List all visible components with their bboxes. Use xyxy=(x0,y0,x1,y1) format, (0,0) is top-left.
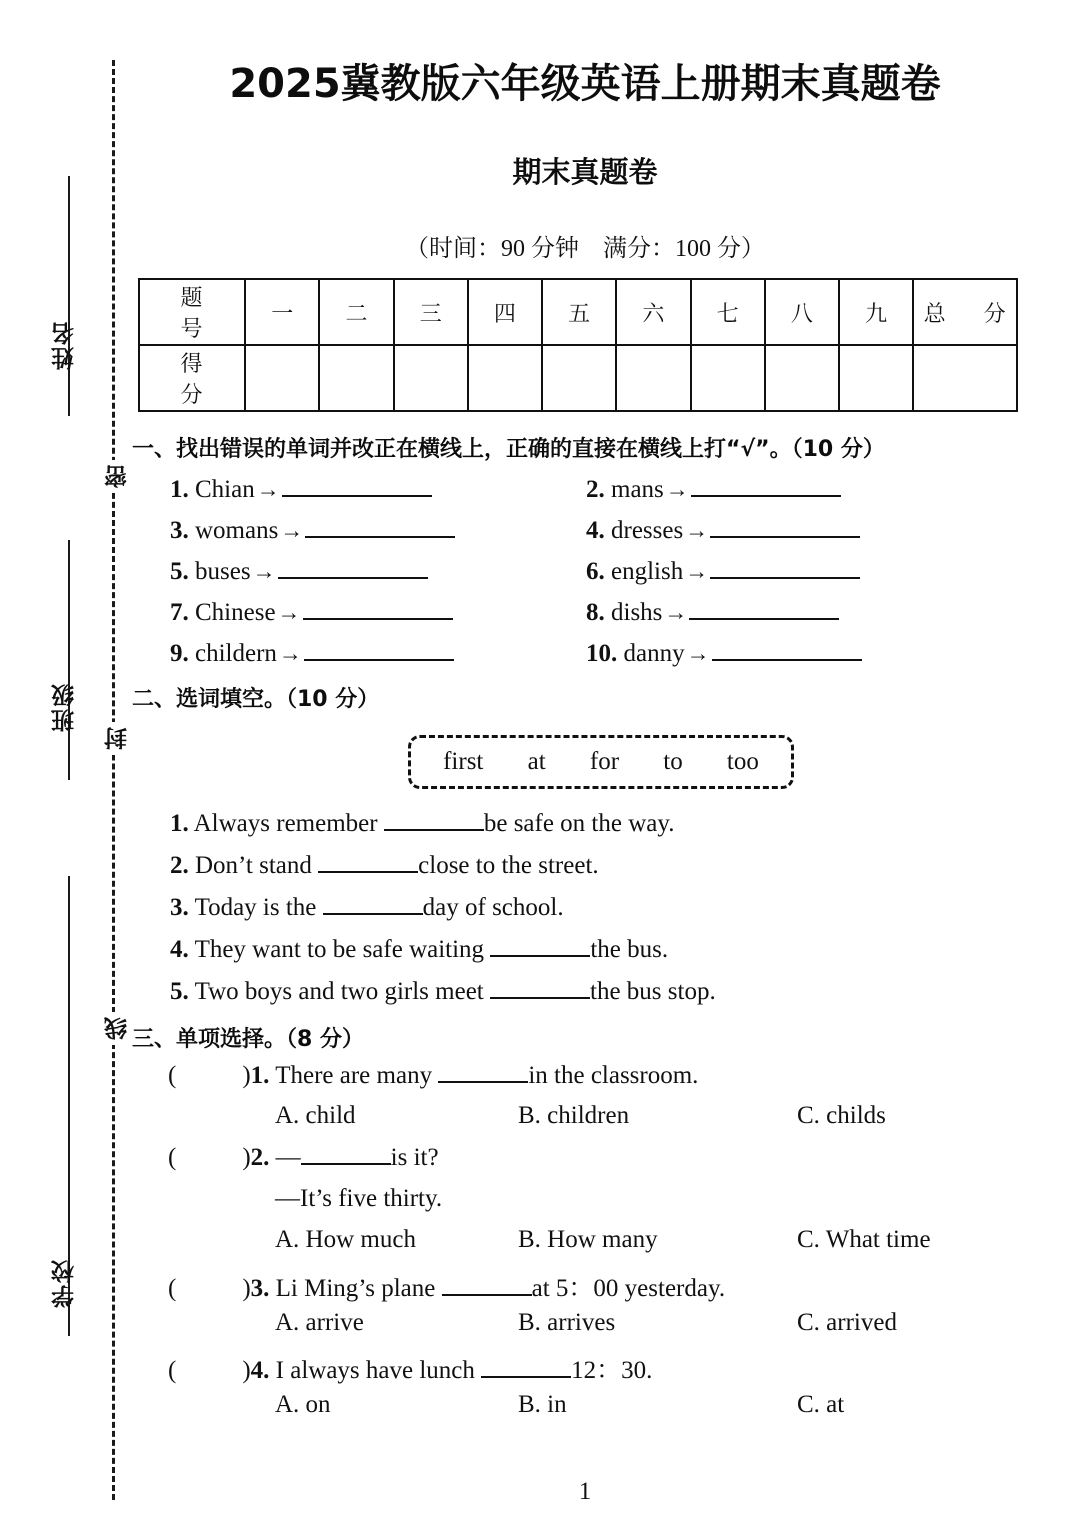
item-word: childern xyxy=(195,640,277,667)
score-table-col-1: 一 xyxy=(245,279,319,345)
score-table-row-header-0: 题 号 xyxy=(139,279,245,345)
item-text-after: day of school. xyxy=(422,894,564,921)
answer-blank[interactable] xyxy=(442,1294,532,1296)
score-table-col-3: 三 xyxy=(394,279,468,345)
score-cell-9[interactable] xyxy=(839,345,913,411)
item-word: buses xyxy=(195,558,251,585)
score-cell-8[interactable] xyxy=(765,345,839,411)
margin-label-school: 学校 xyxy=(52,1258,78,1308)
choice-bracket-open: ( xyxy=(168,1062,177,1089)
arrow-icon: → xyxy=(664,600,688,625)
section-2-item-3 xyxy=(170,894,564,922)
seal-char-mi: 密 xyxy=(101,460,134,493)
choice-bracket-open: ( xyxy=(168,1357,177,1384)
item-text-before: There are many xyxy=(275,1062,433,1089)
word-bank-item-1: first xyxy=(443,748,484,775)
section-1-heading: 一、找出错误的单词并改正在横线上，正确的直接在横线上打“√”。（10 分） xyxy=(132,437,885,462)
item-number: 4. xyxy=(250,1357,270,1384)
answer-blank[interactable] xyxy=(318,871,418,873)
item-number: 10. xyxy=(586,640,618,667)
section-1-item-5 xyxy=(170,558,428,586)
item-word: mans xyxy=(611,476,664,503)
answer-blank[interactable] xyxy=(689,618,839,620)
item-word: english xyxy=(611,558,684,585)
item-text-after: be safe on the way. xyxy=(483,810,675,837)
section-1-item-9 xyxy=(170,640,454,668)
choice-bracket-close: ) xyxy=(242,1062,251,1089)
arrow-icon: → xyxy=(280,518,304,543)
option-b[interactable]: B. How many xyxy=(518,1226,658,1253)
score-cell-2[interactable] xyxy=(319,345,393,411)
item-number: 9. xyxy=(170,640,189,667)
answer-blank[interactable] xyxy=(303,618,453,620)
item-text-before: They want to be safe waiting xyxy=(194,936,485,963)
answer-blank[interactable] xyxy=(481,1376,571,1378)
score-table-col-9: 九 xyxy=(839,279,913,345)
item-word: Chian xyxy=(195,476,255,503)
exam-sheet xyxy=(130,0,1080,1532)
item-text-before: Today is the xyxy=(194,894,317,921)
answer-blank[interactable] xyxy=(710,536,860,538)
score-cell-1[interactable] xyxy=(245,345,319,411)
arrow-icon: → xyxy=(252,559,276,584)
section-3-heading: 三、单项选择。（8 分） xyxy=(132,1027,364,1052)
item-number: 5. xyxy=(170,978,189,1005)
option-c[interactable]: C. childs xyxy=(797,1102,886,1129)
page-number: 1 xyxy=(578,1478,592,1505)
answer-blank[interactable] xyxy=(323,913,423,915)
item-text-after: the bus. xyxy=(590,936,669,963)
arrow-icon: → xyxy=(686,641,710,666)
option-a[interactable]: A. on xyxy=(275,1391,331,1418)
item-word: danny xyxy=(623,640,685,667)
section-1-item-7 xyxy=(170,599,453,627)
score-cell-4[interactable] xyxy=(468,345,542,411)
score-table-col-2: 二 xyxy=(319,279,393,345)
section-1-item-3 xyxy=(170,517,455,545)
answer-blank[interactable] xyxy=(278,577,428,579)
item-text-before: Li Ming’s plane xyxy=(275,1275,436,1302)
item-number: 2. xyxy=(586,476,605,503)
section-2-heading: 二、选词填空。（10 分） xyxy=(132,687,380,712)
option-a[interactable]: A. How much xyxy=(275,1226,416,1253)
word-bank-box xyxy=(408,735,794,789)
score-cell-7[interactable] xyxy=(691,345,765,411)
item-text-after: close to the street. xyxy=(418,852,599,879)
score-cell-6[interactable] xyxy=(616,345,690,411)
item-number: 2. xyxy=(250,1144,270,1171)
answer-blank[interactable] xyxy=(384,829,484,831)
item-word: Chinese xyxy=(195,599,276,626)
margin-label-name: 姓名 xyxy=(52,320,78,370)
score-table-row-header-1: 得 分 xyxy=(139,345,245,411)
item-number: 1. xyxy=(170,810,189,837)
section-2-item-1 xyxy=(170,810,675,838)
seal-char-feng: 封 xyxy=(101,722,134,755)
score-table-col-total: 总 分 xyxy=(913,279,1017,345)
arrow-icon: → xyxy=(256,477,280,502)
score-table xyxy=(138,278,1018,412)
margin-label-class: 班级 xyxy=(52,682,78,732)
score-cell-3[interactable] xyxy=(394,345,468,411)
item-text-before: Don’t stand xyxy=(195,852,312,879)
item-text-before: I always have lunch xyxy=(275,1357,475,1384)
item-number: 4. xyxy=(586,517,605,544)
section-3-item-4-stem xyxy=(168,1350,652,1386)
option-a[interactable]: A. child xyxy=(275,1102,356,1129)
option-a[interactable]: A. arrive xyxy=(275,1309,364,1336)
page-title: 2025冀教版六年级英语上册期末真题卷 xyxy=(229,61,941,107)
item-number: 3. xyxy=(250,1275,270,1302)
item-number: 8. xyxy=(586,599,605,626)
score-table-col-6: 六 xyxy=(616,279,690,345)
item-text-before: Always remember xyxy=(193,810,378,837)
item-text-after: 12：30. xyxy=(571,1357,653,1384)
seal-char-xian: 线 xyxy=(101,1012,134,1045)
option-b[interactable]: B. in xyxy=(518,1391,567,1418)
exam-meta: （时间：90 分钟 满分：100 分） xyxy=(405,236,765,262)
arrow-icon: → xyxy=(685,518,709,543)
option-c[interactable]: C. at xyxy=(797,1391,845,1418)
word-bank-item-5: too xyxy=(726,748,759,775)
option-c[interactable]: C. arrived xyxy=(797,1309,897,1336)
margin-rule-class xyxy=(68,540,70,780)
arrow-icon: → xyxy=(277,600,301,625)
answer-blank[interactable] xyxy=(304,659,454,661)
item-word: dresses xyxy=(611,517,684,544)
item-number: 2. xyxy=(170,852,189,879)
score-table-col-7: 七 xyxy=(691,279,765,345)
item-text-after: at 5：00 yesterday. xyxy=(531,1275,726,1302)
table-row-scores xyxy=(139,345,1017,411)
item-text-before: Two boys and two girls meet xyxy=(194,978,484,1005)
score-cell-total[interactable] xyxy=(913,345,1017,411)
answer-blank[interactable] xyxy=(438,1081,528,1083)
arrow-icon: → xyxy=(685,559,709,584)
section-3-item-2-extra: —It’s five thirty. xyxy=(275,1185,443,1212)
answer-blank[interactable] xyxy=(490,997,590,999)
answer-blank[interactable] xyxy=(691,495,841,497)
choice-bracket-close: ) xyxy=(242,1144,251,1171)
section-2-item-4 xyxy=(170,936,668,964)
item-text-after: the bus stop. xyxy=(590,978,716,1005)
margin-rule-name xyxy=(68,176,70,416)
arrow-icon: → xyxy=(665,477,689,502)
section-1-item-1 xyxy=(170,476,432,504)
item-text-after: is it? xyxy=(390,1144,439,1171)
answer-blank[interactable] xyxy=(490,955,590,957)
answer-blank[interactable] xyxy=(305,536,455,538)
item-number: 3. xyxy=(170,517,189,544)
section-2-item-2 xyxy=(170,852,599,880)
item-word: dishs xyxy=(611,599,663,626)
answer-blank[interactable] xyxy=(712,659,862,661)
item-number: 6. xyxy=(586,558,605,585)
option-b[interactable]: B. children xyxy=(518,1102,630,1129)
answer-blank[interactable] xyxy=(710,577,860,579)
score-table-col-5: 五 xyxy=(542,279,616,345)
choice-bracket-open: ( xyxy=(168,1144,177,1171)
section-1-item-10 xyxy=(586,640,862,668)
arrow-icon: → xyxy=(278,641,302,666)
score-table-col-8: 八 xyxy=(765,279,839,345)
item-number: 1. xyxy=(250,1062,270,1089)
choice-bracket-open: ( xyxy=(168,1275,177,1302)
answer-blank[interactable] xyxy=(282,495,432,497)
option-c[interactable]: C. What time xyxy=(797,1226,931,1253)
score-table-col-4: 四 xyxy=(468,279,542,345)
item-number: 5. xyxy=(170,558,189,585)
section-1-item-2 xyxy=(586,476,841,504)
item-number: 4. xyxy=(170,936,189,963)
section-3-item-1-stem xyxy=(168,1062,698,1090)
page-subtitle: 期末真题卷 xyxy=(512,155,658,189)
table-row-question-numbers xyxy=(139,279,1017,345)
section-1-item-6 xyxy=(586,558,860,586)
item-number: 1. xyxy=(170,476,189,503)
section-3-item-2-stem xyxy=(168,1144,439,1172)
section-3-item-3-stem xyxy=(168,1268,725,1304)
seal-margin xyxy=(0,0,130,1532)
word-bank-item-3: for xyxy=(589,748,620,775)
item-text-before: — xyxy=(275,1144,301,1171)
option-b[interactable]: B. arrives xyxy=(518,1309,616,1336)
score-cell-5[interactable] xyxy=(542,345,616,411)
item-number: 3. xyxy=(170,894,189,921)
choice-bracket-close: ) xyxy=(242,1275,251,1302)
item-word: womans xyxy=(195,517,279,544)
item-text-after: in the classroom. xyxy=(528,1062,699,1089)
section-1-item-8 xyxy=(586,599,839,627)
word-bank-item-2: at xyxy=(527,748,546,775)
section-2-item-5 xyxy=(170,978,716,1006)
item-number: 7. xyxy=(170,599,189,626)
answer-blank[interactable] xyxy=(301,1163,391,1165)
word-bank-item-4: to xyxy=(663,748,683,775)
choice-bracket-close: ) xyxy=(242,1357,251,1384)
section-1-item-4 xyxy=(586,517,860,545)
seal-dashed-line xyxy=(112,60,115,1500)
